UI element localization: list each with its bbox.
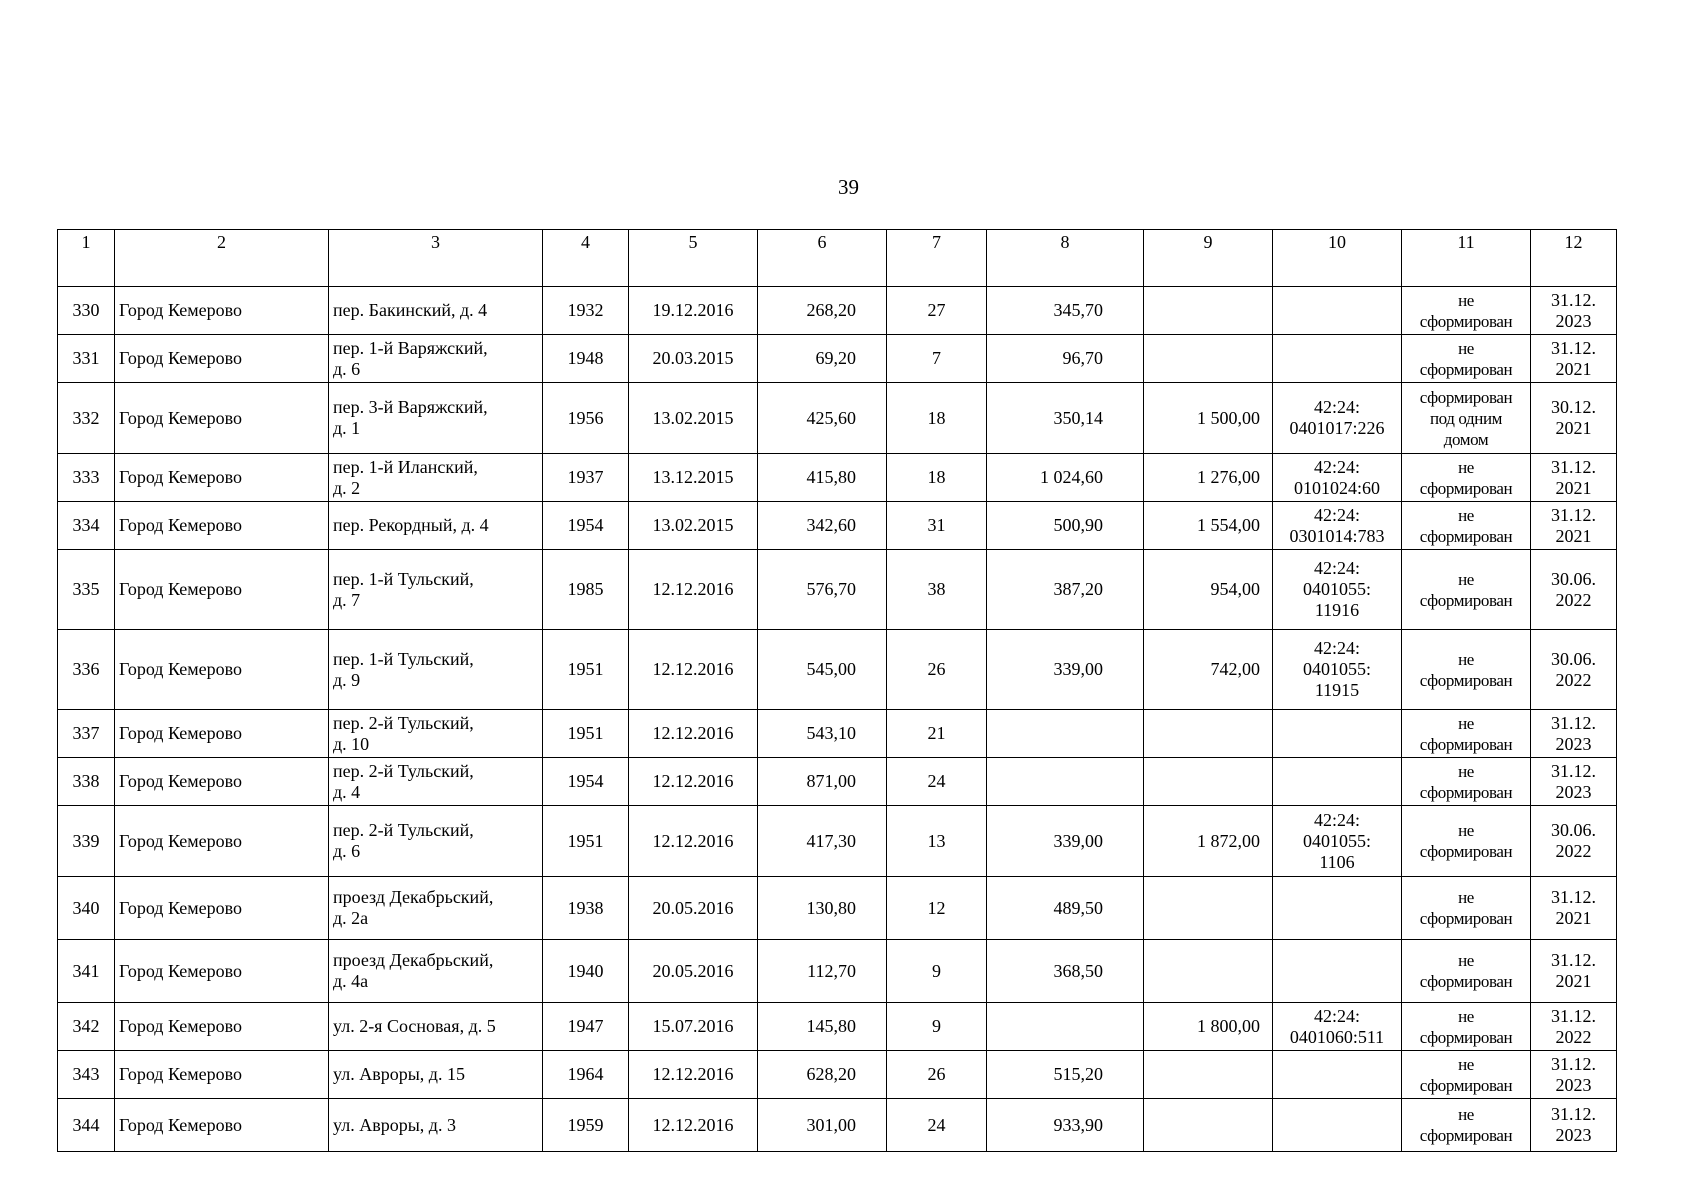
table-cell: 15.07.2016 [629, 1003, 758, 1051]
table-cell: 42:24: 0401055: 11915 [1273, 630, 1402, 710]
table-cell: 515,20 [987, 1051, 1144, 1099]
table-cell: Город Кемерово [115, 940, 329, 1003]
column-number-header: 5 [629, 230, 758, 287]
table-cell: 12.12.2016 [629, 710, 758, 758]
table-cell: Город Кемерово [115, 710, 329, 758]
table-row [58, 806, 1617, 877]
table-cell: не сформирован [1402, 335, 1531, 383]
table-cell: 1 554,00 [1144, 502, 1273, 550]
table-cell: 500,90 [987, 502, 1144, 550]
table-cell: 1938 [543, 877, 629, 940]
table-cell: Город Кемерово [115, 550, 329, 630]
table-cell: 1 024,60 [987, 454, 1144, 502]
table-cell: 576,70 [758, 550, 887, 630]
table-cell: пер. 1-й Иланский, д. 2 [329, 454, 543, 502]
table-cell: 387,20 [987, 550, 1144, 630]
table-row [58, 710, 1617, 758]
table-cell [987, 710, 1144, 758]
table-cell: 20.03.2015 [629, 335, 758, 383]
table-cell: не сформирован [1402, 1051, 1531, 1099]
table-cell: 1951 [543, 806, 629, 877]
table-cell: 343 [58, 1051, 115, 1099]
table-cell: 1940 [543, 940, 629, 1003]
table-cell: 1947 [543, 1003, 629, 1051]
table-cell: 31.12. 2021 [1531, 502, 1617, 550]
table-cell: 42:24: 0401055: 11916 [1273, 550, 1402, 630]
table-cell: 12.12.2016 [629, 806, 758, 877]
table-row [58, 758, 1617, 806]
table-cell: 12.12.2016 [629, 1099, 758, 1152]
page-number: 39 [838, 175, 859, 199]
table-cell: 31.12. 2023 [1531, 1051, 1617, 1099]
table-cell: 31.12. 2021 [1531, 454, 1617, 502]
housing-table [57, 229, 1617, 1152]
table-cell: не сформирован [1402, 502, 1531, 550]
table-cell: 26 [887, 1051, 987, 1099]
table-cell [987, 1003, 1144, 1051]
table-cell: 1 276,00 [1144, 454, 1273, 502]
table-cell: 20.05.2016 [629, 877, 758, 940]
table-cell [1273, 1099, 1402, 1152]
table-cell: 333 [58, 454, 115, 502]
table-row [58, 287, 1617, 335]
table-cell: 742,00 [1144, 630, 1273, 710]
table-cell: проезд Декабрьский, д. 4а [329, 940, 543, 1003]
table-cell: пер. 2-й Тульский, д. 4 [329, 758, 543, 806]
table-cell: 341 [58, 940, 115, 1003]
table-cell: 30.06. 2022 [1531, 806, 1617, 877]
table-cell: ул. Авроры, д. 3 [329, 1099, 543, 1152]
table-cell: 336 [58, 630, 115, 710]
table-row [58, 550, 1617, 630]
table-cell: не сформирован [1402, 630, 1531, 710]
column-number-header: 6 [758, 230, 887, 287]
column-number-header: 10 [1273, 230, 1402, 287]
table-cell: 31.12. 2021 [1531, 940, 1617, 1003]
table-cell: 26 [887, 630, 987, 710]
table-cell: 1932 [543, 287, 629, 335]
table-cell: пер. Бакинский, д. 4 [329, 287, 543, 335]
table-cell: 330 [58, 287, 115, 335]
table-cell: 31.12. 2023 [1531, 287, 1617, 335]
table-cell [1144, 758, 1273, 806]
table-cell: пер. 1-й Варяжский, д. 6 [329, 335, 543, 383]
table-cell: 24 [887, 1099, 987, 1152]
table-cell: 30.12. 2021 [1531, 383, 1617, 454]
table-cell: 331 [58, 335, 115, 383]
table-cell: 342 [58, 1003, 115, 1051]
table-cell: 545,00 [758, 630, 887, 710]
table-cell: 31.12. 2021 [1531, 335, 1617, 383]
table-cell: не сформирован [1402, 710, 1531, 758]
table-cell: ул. 2-я Сосновая, д. 5 [329, 1003, 543, 1051]
column-number-header: 2 [115, 230, 329, 287]
table-cell: 20.05.2016 [629, 940, 758, 1003]
table-cell: 415,80 [758, 454, 887, 502]
table-cell: пер. 2-й Тульский, д. 10 [329, 710, 543, 758]
table-cell [1273, 758, 1402, 806]
table-cell: 301,00 [758, 1099, 887, 1152]
table-cell: 954,00 [1144, 550, 1273, 630]
table-cell: 145,80 [758, 1003, 887, 1051]
column-number-header: 11 [1402, 230, 1531, 287]
table-cell: 628,20 [758, 1051, 887, 1099]
table-cell: 368,50 [987, 940, 1144, 1003]
table-cell: 344 [58, 1099, 115, 1152]
table-cell: 13.02.2015 [629, 502, 758, 550]
table-cell: Город Кемерово [115, 454, 329, 502]
table-cell: 13.12.2015 [629, 454, 758, 502]
table-cell [1144, 1051, 1273, 1099]
table-row [58, 502, 1617, 550]
table-cell: пер. 3-й Варяжский, д. 1 [329, 383, 543, 454]
table-cell: Город Кемерово [115, 630, 329, 710]
table-cell: 1948 [543, 335, 629, 383]
table-cell: 31.12. 2021 [1531, 877, 1617, 940]
table-cell: 1 500,00 [1144, 383, 1273, 454]
table-cell: 31.12. 2023 [1531, 1099, 1617, 1152]
table-cell: не сформирован [1402, 758, 1531, 806]
table-row [58, 383, 1617, 454]
table-cell [1144, 1099, 1273, 1152]
table-cell: 27 [887, 287, 987, 335]
table-cell: 112,70 [758, 940, 887, 1003]
table-cell: 1951 [543, 710, 629, 758]
table-cell: пер. 2-й Тульский, д. 6 [329, 806, 543, 877]
table-cell: 30.06. 2022 [1531, 550, 1617, 630]
table-row [58, 1051, 1617, 1099]
table-cell: 1 872,00 [1144, 806, 1273, 877]
table-cell: не сформирован [1402, 1003, 1531, 1051]
table-cell: 933,90 [987, 1099, 1144, 1152]
table-cell: Город Кемерово [115, 806, 329, 877]
table-cell: 338 [58, 758, 115, 806]
table-cell: 18 [887, 383, 987, 454]
table-cell: 24 [887, 758, 987, 806]
table-cell: 1951 [543, 630, 629, 710]
table-cell: не сформирован [1402, 940, 1531, 1003]
table-cell: 425,60 [758, 383, 887, 454]
table-cell: 334 [58, 502, 115, 550]
column-number-header: 7 [887, 230, 987, 287]
table-cell: 31.12. 2022 [1531, 1003, 1617, 1051]
table-cell [987, 758, 1144, 806]
table-cell: Город Кемерово [115, 758, 329, 806]
table-cell: 69,20 [758, 335, 887, 383]
table-cell: пер. 1-й Тульский, д. 7 [329, 550, 543, 630]
table-cell: 1959 [543, 1099, 629, 1152]
table-row [58, 630, 1617, 710]
table-cell [1144, 335, 1273, 383]
table-cell [1273, 287, 1402, 335]
table-cell: 339,00 [987, 630, 1144, 710]
table-cell: 1985 [543, 550, 629, 630]
table-cell: 12.12.2016 [629, 630, 758, 710]
table-cell: не сформирован [1402, 550, 1531, 630]
table-cell: 96,70 [987, 335, 1144, 383]
table-row [58, 454, 1617, 502]
table-cell: 342,60 [758, 502, 887, 550]
table-cell: пер. Рекордный, д. 4 [329, 502, 543, 550]
table-cell: Город Кемерово [115, 383, 329, 454]
column-number-header: 12 [1531, 230, 1617, 287]
table-cell: 42:24: 0101024:60 [1273, 454, 1402, 502]
table-cell: Город Кемерово [115, 335, 329, 383]
table-cell: 38 [887, 550, 987, 630]
column-number-header: 8 [987, 230, 1144, 287]
table-row [58, 335, 1617, 383]
table-cell [1144, 877, 1273, 940]
table-cell: 12.12.2016 [629, 758, 758, 806]
table-cell: 871,00 [758, 758, 887, 806]
table-cell: 7 [887, 335, 987, 383]
table-cell: 12.12.2016 [629, 1051, 758, 1099]
table-cell: 9 [887, 940, 987, 1003]
table-cell: 339 [58, 806, 115, 877]
table-cell: 42:24: 0401017:226 [1273, 383, 1402, 454]
table-cell: 350,14 [987, 383, 1144, 454]
table-cell: ул. Авроры, д. 15 [329, 1051, 543, 1099]
table-cell: Город Кемерово [115, 1051, 329, 1099]
column-number-header: 9 [1144, 230, 1273, 287]
column-number-header: 1 [58, 230, 115, 287]
table-cell [1273, 710, 1402, 758]
table-cell [1273, 877, 1402, 940]
table-cell: 18 [887, 454, 987, 502]
table-cell: пер. 1-й Тульский, д. 9 [329, 630, 543, 710]
table-cell: 12 [887, 877, 987, 940]
table-header-row [58, 230, 1617, 287]
table-cell: 31.12. 2023 [1531, 758, 1617, 806]
table-cell: 332 [58, 383, 115, 454]
table-cell: 42:24: 0301014:783 [1273, 502, 1402, 550]
table-cell: 19.12.2016 [629, 287, 758, 335]
table-row [58, 1003, 1617, 1051]
table-row [58, 1099, 1617, 1152]
table-cell: Город Кемерово [115, 1003, 329, 1051]
table-cell: 340 [58, 877, 115, 940]
table-cell: 337 [58, 710, 115, 758]
table-cell: 268,20 [758, 287, 887, 335]
table-cell: 1954 [543, 758, 629, 806]
table-cell [1144, 710, 1273, 758]
table-cell [1144, 287, 1273, 335]
table-cell: Город Кемерово [115, 287, 329, 335]
table-cell: 543,10 [758, 710, 887, 758]
column-number-header: 4 [543, 230, 629, 287]
table-row [58, 940, 1617, 1003]
table-cell: 417,30 [758, 806, 887, 877]
table-cell: 130,80 [758, 877, 887, 940]
table-cell [1144, 940, 1273, 1003]
table-cell: Город Кемерово [115, 1099, 329, 1152]
table-cell: 13 [887, 806, 987, 877]
table-cell: 345,70 [987, 287, 1144, 335]
table-cell: сформирован под одним домом [1402, 383, 1531, 454]
table-cell: не сформирован [1402, 454, 1531, 502]
table-cell: 1937 [543, 454, 629, 502]
table-cell: 9 [887, 1003, 987, 1051]
table-cell [1273, 335, 1402, 383]
table-cell: 489,50 [987, 877, 1144, 940]
table-cell: Город Кемерово [115, 877, 329, 940]
table-cell: не сформирован [1402, 877, 1531, 940]
table-cell: 13.02.2015 [629, 383, 758, 454]
table-cell: не сформирован [1402, 287, 1531, 335]
table-row [58, 877, 1617, 940]
table-cell: 339,00 [987, 806, 1144, 877]
table-cell: 31 [887, 502, 987, 550]
table-cell: Город Кемерово [115, 502, 329, 550]
table-cell: 1964 [543, 1051, 629, 1099]
table-cell: 21 [887, 710, 987, 758]
column-number-header: 3 [329, 230, 543, 287]
table-cell: не сформирован [1402, 1099, 1531, 1152]
table-cell: 42:24: 0401055: 1106 [1273, 806, 1402, 877]
table-cell: 30.06. 2022 [1531, 630, 1617, 710]
table-cell: 31.12. 2023 [1531, 710, 1617, 758]
table-cell: 1954 [543, 502, 629, 550]
table-cell: 1956 [543, 383, 629, 454]
table-cell [1273, 1051, 1402, 1099]
table-cell: 1 800,00 [1144, 1003, 1273, 1051]
table-cell: не сформирован [1402, 806, 1531, 877]
table-cell: 12.12.2016 [629, 550, 758, 630]
table-cell: проезд Декабрьский, д. 2а [329, 877, 543, 940]
table-cell: 42:24: 0401060:511 [1273, 1003, 1402, 1051]
table-cell: 335 [58, 550, 115, 630]
table-cell [1273, 940, 1402, 1003]
